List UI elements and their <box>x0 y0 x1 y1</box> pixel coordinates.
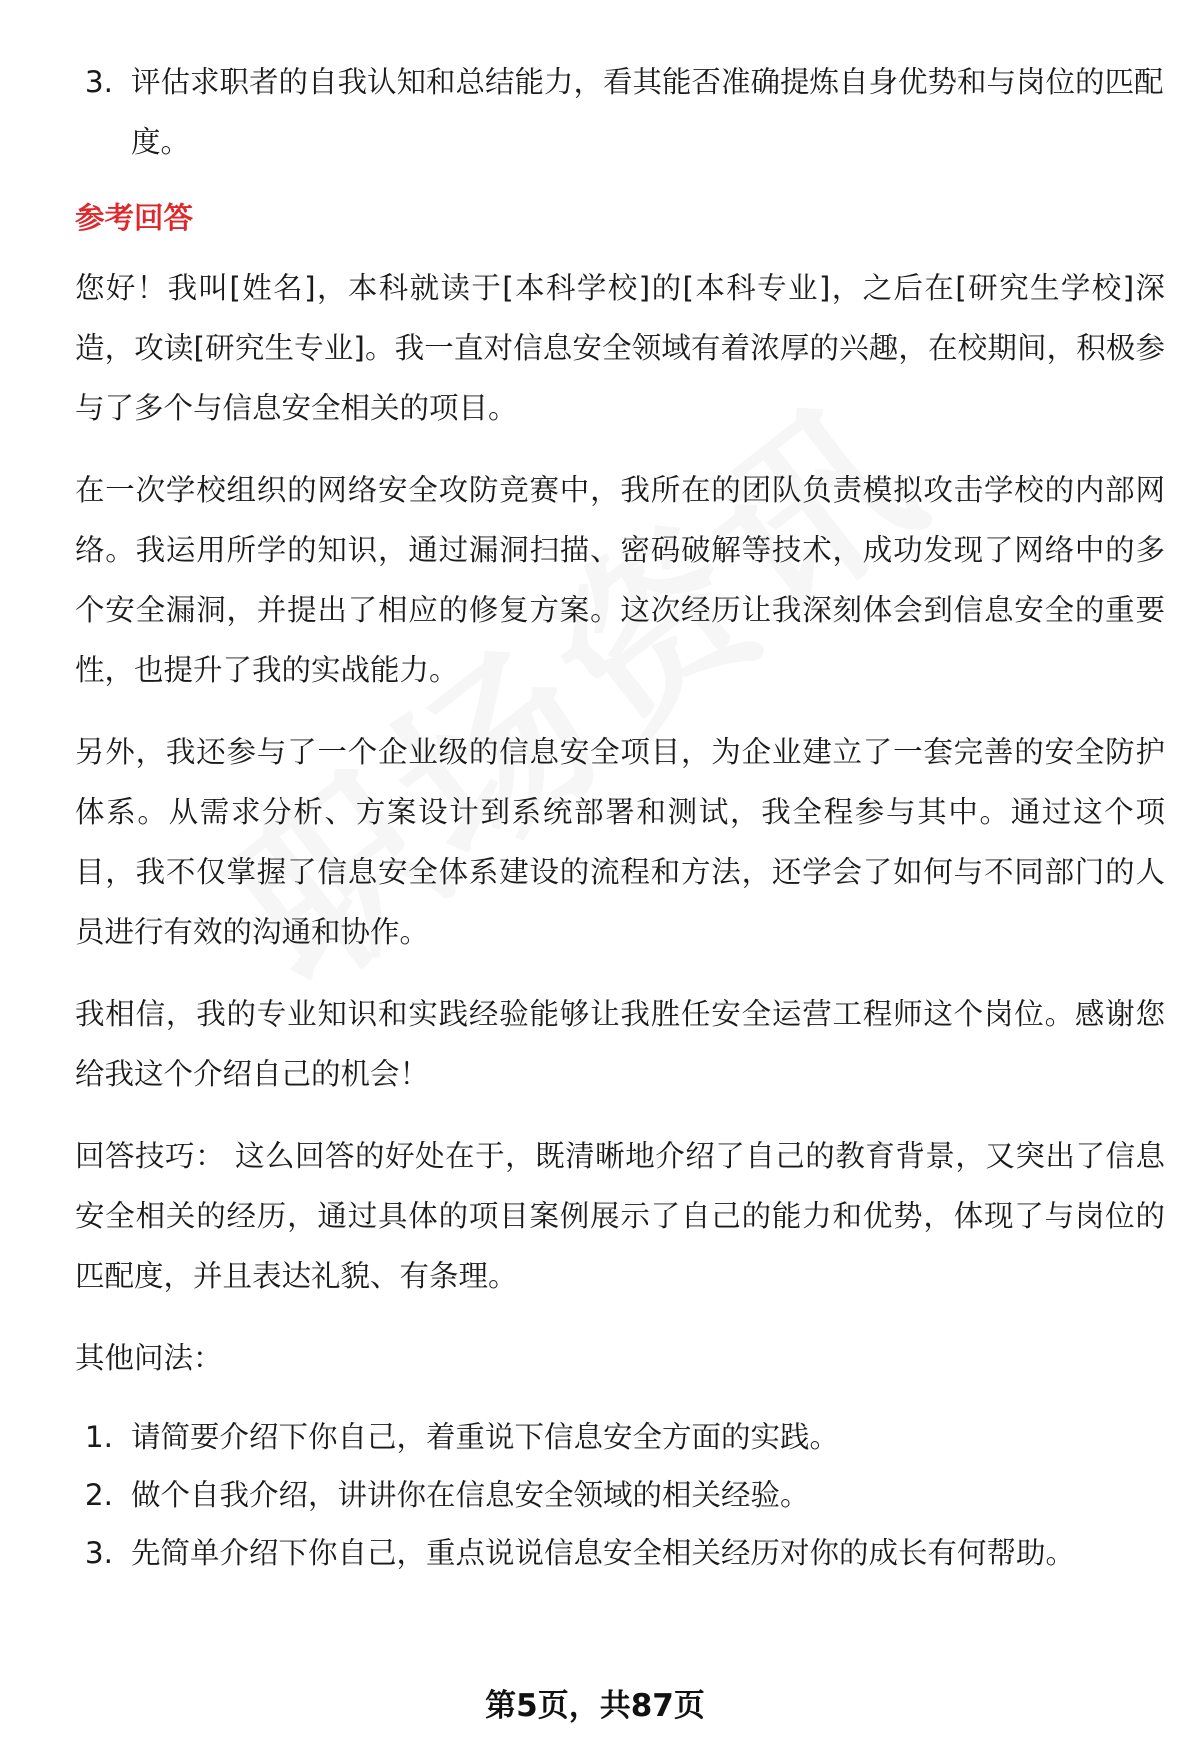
paragraph-enterprise-project: 另外，我还参与了一个企业级的信息安全项目，为企业建立了一套完善的安全防护体系。从需求分析、方案设计到系统部署和测试，我全程参与其中。通过这个项目，我不仅掌握了信息安全体系建设的流程和方法，还学会了如何与不同部门的人员进行有效的沟通和协作。 <box>75 735 1165 949</box>
list-item <box>75 1466 1165 1524</box>
other-questions-list <box>75 1408 1165 1582</box>
list-item <box>75 1524 1165 1582</box>
answer-title: 参考回答 <box>75 201 194 235</box>
paragraph-competition: 在一次学校组织的网络安全攻防竞赛中，我所在的团队负责模拟攻击学校的内部网络。我运用所学的知识，通过漏洞扫描、密码破解等技术，成功发现了网络中的多个安全漏洞，并提出了相应的修复方案。这次经历让我深刻体会到信息安全的重要性，也提升了我的实战能力。 <box>75 473 1165 687</box>
paragraph-intro: 您好！我叫[姓名]，本科就读于[本科学校]的[本科专业]，之后在[研究生学校]深造，攻读[研究生专业]。我一直对信息安全领域有着浓厚的兴趣，在校期间，积极参与了多个与信息安全相关的项目。 <box>75 271 1165 425</box>
paragraph-closing: 我相信，我的专业知识和实践经验能够让我胜任安全运营工程师这个岗位。感谢您给我这个介绍自己的机会！ <box>75 997 1165 1091</box>
other-questions-label: 其他问法： <box>75 1341 223 1375</box>
list-item-number: 2. <box>84 1478 113 1512</box>
page-number-footer: 第5页，共87页 <box>485 1688 705 1724</box>
list-item-number: 3. <box>84 1536 113 1570</box>
list-item-number: 1. <box>84 1420 113 1454</box>
paragraph-answer-tips: 回答技巧： 这么回答的好处在于，既清晰地介绍了自己的教育背景，又突出了信息安全相关的经历，通过具体的项目案例展示了自己的能力和优势，体现了与岗位的匹配度，并且表达礼貌、有条理。 <box>75 1139 1165 1293</box>
intro-list <box>75 52 1165 172</box>
list-item-number: 3. <box>84 65 113 99</box>
list-item-text: 做个自我介绍，讲讲你在信息安全领域的相关经验。 <box>131 1478 810 1512</box>
list-item-text: 请简要介绍下你自己，着重说下信息安全方面的实践。 <box>131 1420 840 1454</box>
list-item <box>75 1408 1165 1466</box>
list-item <box>75 52 1165 172</box>
list-item-text: 评估求职者的自我认知和总结能力，看其能否准确提炼自身优势和与岗位的匹配度。 <box>131 65 1164 159</box>
list-item-text: 先简单介绍下你自己，重点说说信息安全相关经历对你的成长有何帮助。 <box>131 1536 1076 1570</box>
content-area <box>75 52 1165 1582</box>
